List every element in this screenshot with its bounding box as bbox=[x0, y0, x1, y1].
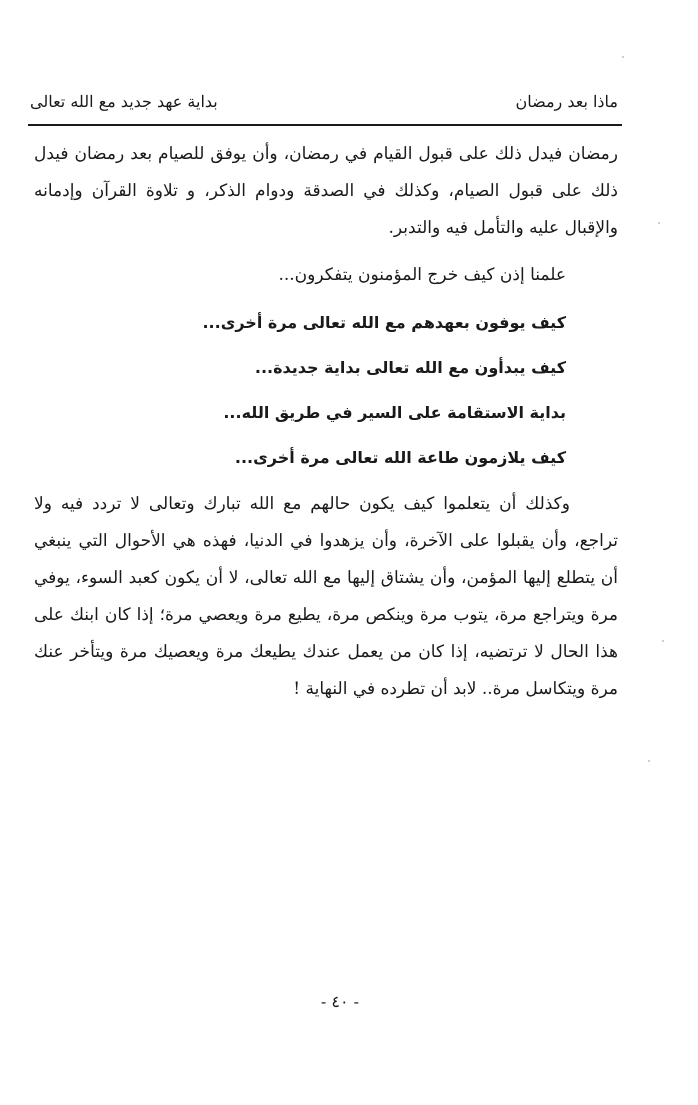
bold-line-2: كيف يبدأون مع الله تعالى بداية جديدة... bbox=[254, 358, 566, 377]
page-body bbox=[34, 136, 618, 708]
running-header bbox=[30, 88, 618, 120]
bold-line-1: كيف يوفون بعهدهم مع الله تعالى مرة أخرى... bbox=[202, 313, 566, 332]
paragraph-2: وكذلك أن يتعلموا كيف يكون حالهم مع الله تبارك وتعالى لا تردد فيه ولا تراجع، وأن يقبلوا على الآخرة، وأن يزهدوا في الدنيا، فهذه هي الأحوال التي ينبغي أن يتطلع إليها المؤمن، وأن يشتاق إليها مع الله تعالى، لا أن يكون كعبد السوء، يوفي مرة ويتراجع مرة، يتوب مرة وينكص مرة، يطيع مرة ويعصي مرة؛ إذا كان ابنك على هذا الحال لا ترتضيه، إذا كان من يعمل عندك يطيعك مرة ويعصيك مرة ويتأخر عنك مرة ويتكاسل مرة.. لابد أن تطرده في النهاية ! bbox=[34, 494, 618, 699]
scan-speck bbox=[648, 760, 650, 762]
scan-speck bbox=[622, 56, 624, 58]
paragraph-1: رمضان فيدل ذلك على قبول القيام في رمضان، وأن يوفق للصيام بعد رمضان فيدل ذلك على قبول الصيام، وكذلك في الصدقة ودوام الذكر، و تلاوة القرآن وإدمانه والإقبال عليه والتأمل فيه والتدبر. bbox=[34, 144, 618, 238]
page-number: - ٤٠ - bbox=[320, 992, 360, 1011]
bold-line-4: كيف يلازمون طاعة الله تعالى مرة أخرى... bbox=[234, 448, 566, 467]
bold-line-3: بداية الاستقامة على السير في طريق الله... bbox=[223, 403, 566, 422]
intro-line: علمنا إذن كيف خرج المؤمنون يتفكرون... bbox=[278, 265, 566, 285]
header-divider bbox=[28, 124, 622, 126]
book-title: ماذا بعد رمضان bbox=[515, 92, 618, 111]
chapter-title: بداية عهد جديد مع الله تعالى bbox=[30, 92, 218, 111]
scan-speck bbox=[662, 640, 664, 642]
scan-speck bbox=[658, 222, 660, 224]
